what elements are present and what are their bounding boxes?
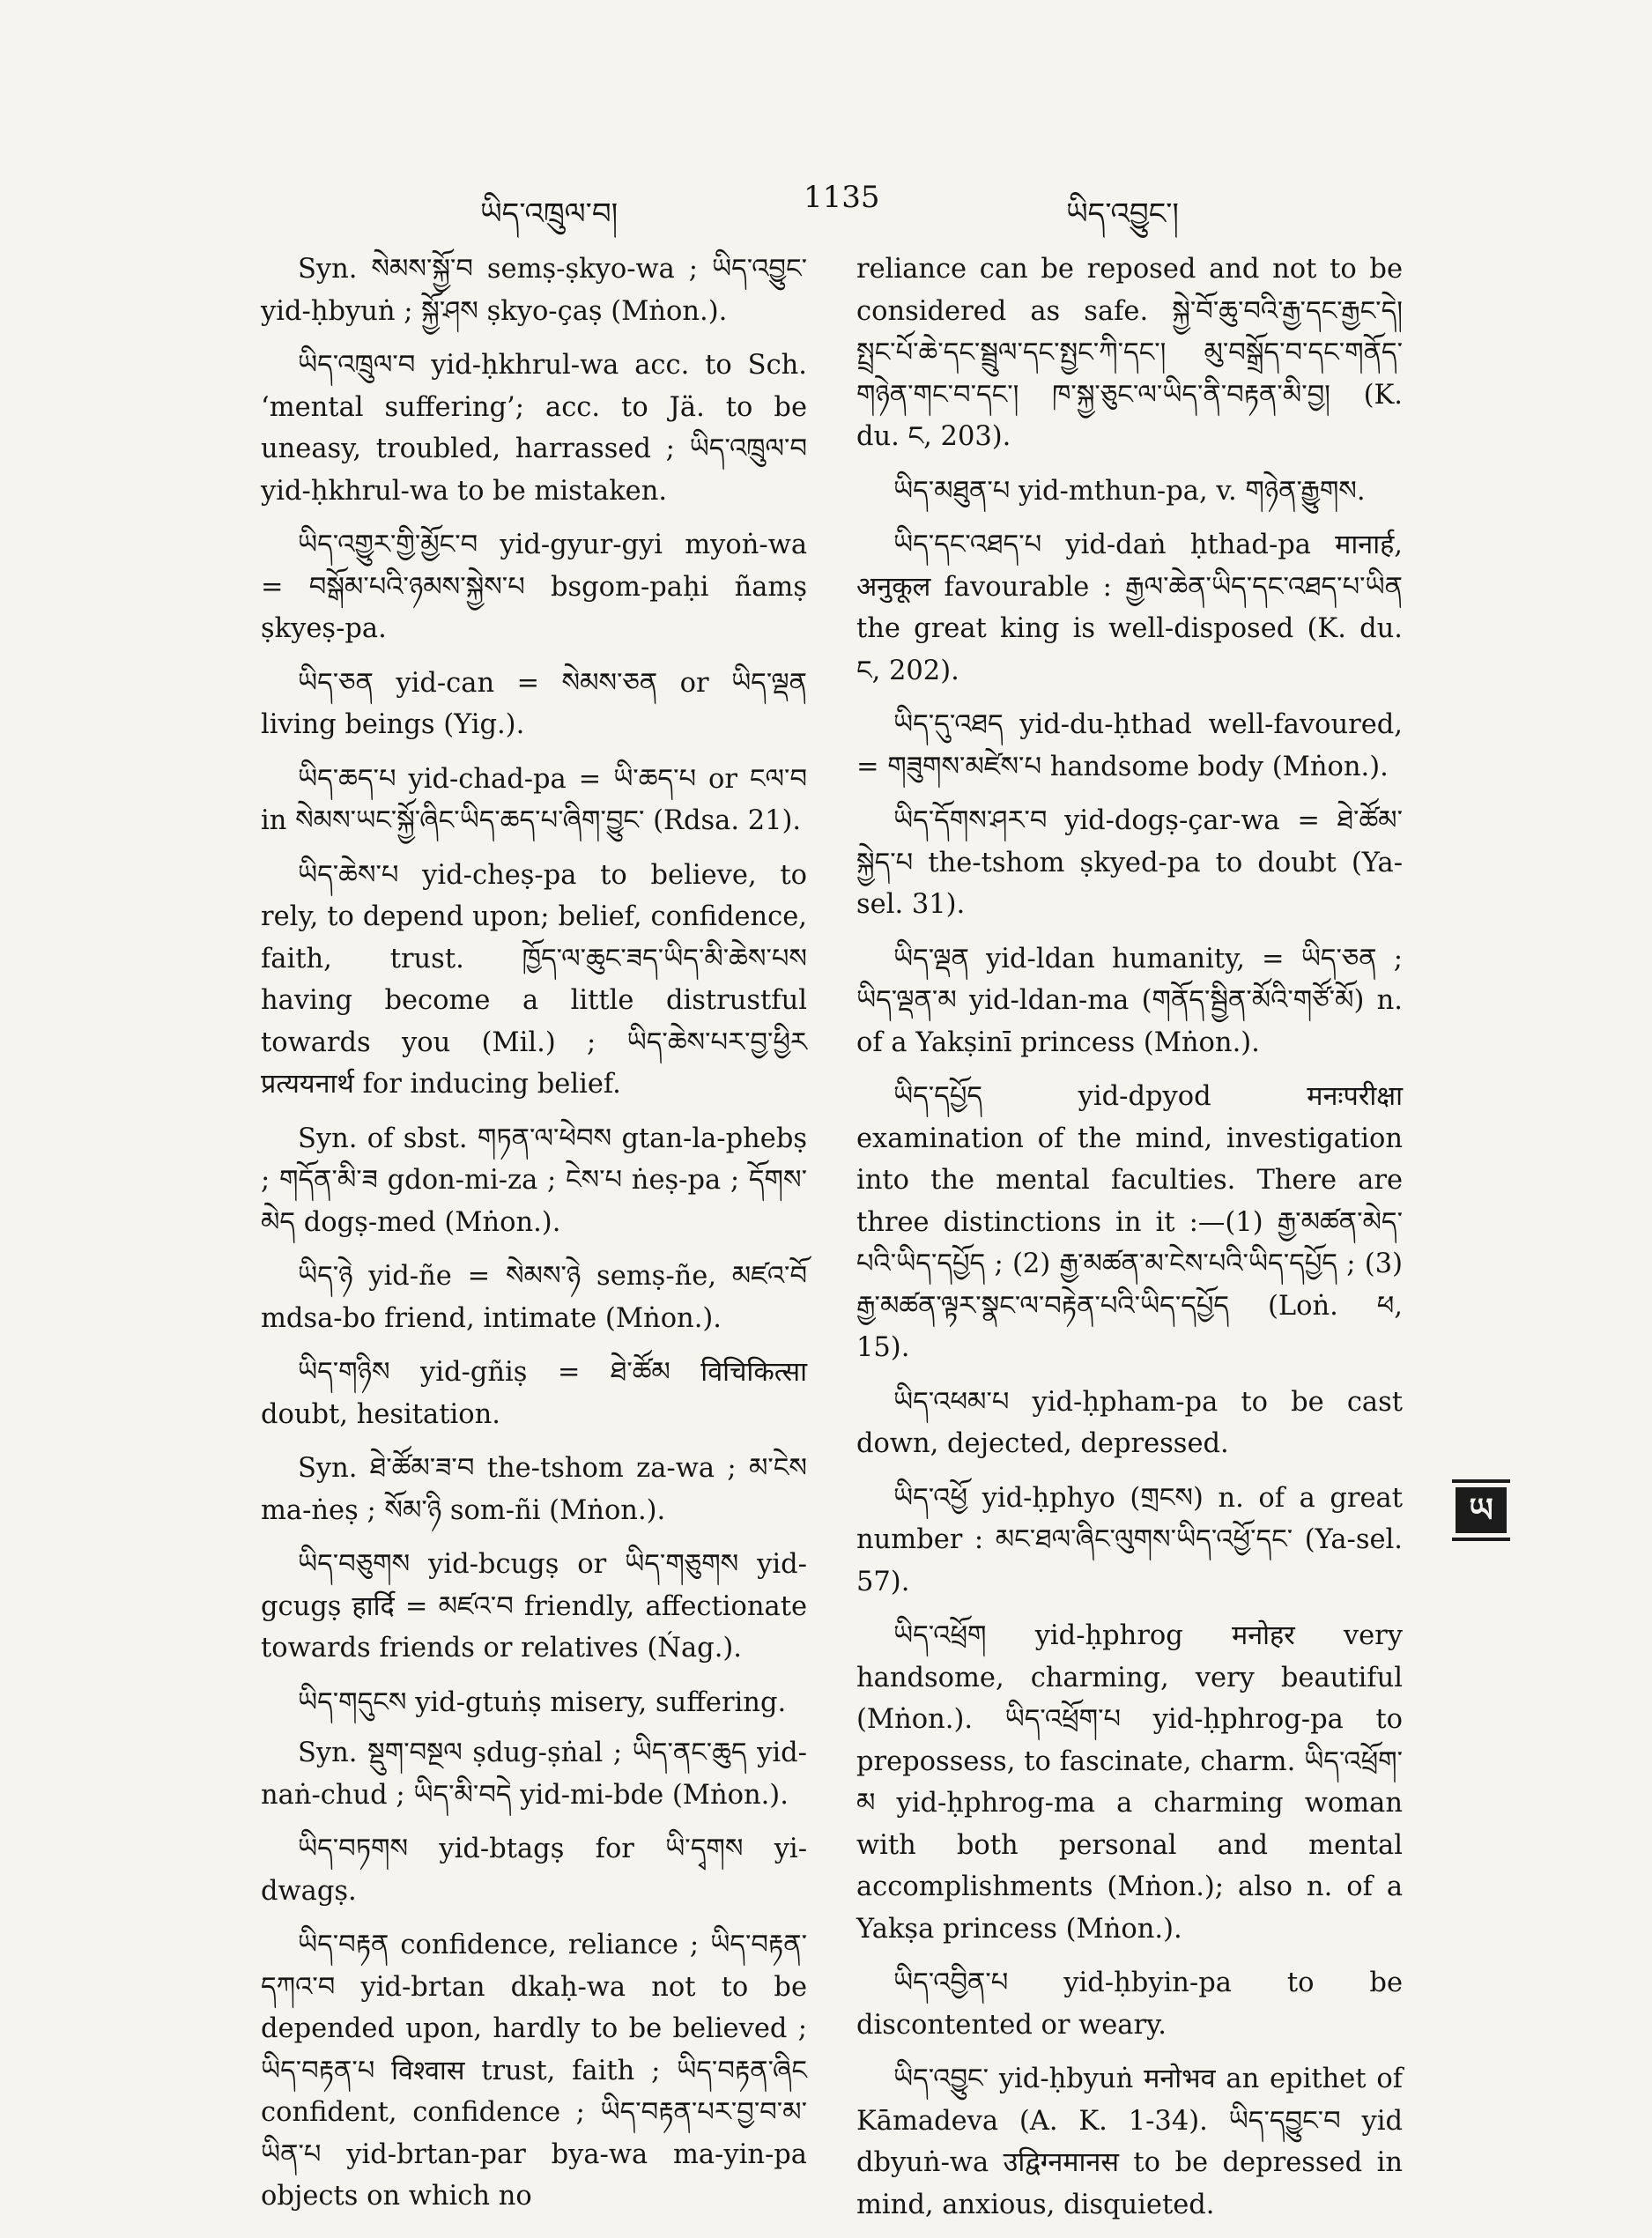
entry: ཡིད་དང་འཐད་པ yid-daṅ ḥthad-pa मानार्ह, अनुकूल favourable : རྒྱལ་ཆེན་ཡིད་དང་འཐད་པ་ཡིན the great king is well-disposed (K. du. ང, 202). [856, 530, 1403, 686]
entry: ཡིད་བརྟན confidence, reliance ; ཡིད་བརྟན་དཀའ་བ yid-brtan dkaḥ-wa not to be depended upon, hardly to be believed ; ཡིད་བརྟན་པ विश्वास trust, faith ; ཡིད་བརྟན་ཞིང confident, confidence ; ཡིད་བརྟན་པར་བྱ་བ་མ་ཡིན་པ yid-brtan-par bya-wa ma-yin-pa objects on which no [261, 1930, 807, 2212]
entry: ཡིད་ཉེ yid-ñe = སེམས་ཉེ semṣ-ñe, མཛའ་བོ mdsa-bo friend, intimate (Mṅon.). [261, 1261, 807, 1334]
entry: ཡིད་འབྱུང་ yid-ḥbyuṅ मनोभव an epithet of Kāmadeva (A. K. 1-34). ཡིད་དབྱུང་བ yid dbyuṅ-wa उद्विग्नमानस to be depressed in mind, anxious, disquieted. [856, 2064, 1403, 2220]
entry: ཡིད་གཉིས yid-gñiṣ = ཐེ་ཚོམ विचिकित्सा doubt, hesitation. [261, 1357, 807, 1430]
entry: ཡིད་མཐུན་པ yid-mthun-pa, v. གཉེན་རྒྱུགས. [893, 475, 1366, 507]
entry: Syn. ཐེ་ཚོམ་ཟ་བ the-tshom za-wa ; མ་ངེས ma-ṅeṣ ; སོམ་ཉི som-ñi (Mṅon.). [261, 1453, 807, 1526]
entry: Syn. སེམས་སྐྱོ་བ semṣ-ṣkyo-wa ; ཡིད་འབྱུང་ yid-ḥbyuṅ ; སྐྱོ་ཤས ṣkyo-çaṣ (Mṅon.). [261, 254, 807, 327]
entry: ཡིད་དུ་འཐད yid-du-ḥthad well-favoured, = གཟུགས་མཛེས་པ handsome body (Mṅon.). [856, 709, 1403, 782]
entry-continuation: reliance can be reposed and not to be considered as safe. སྐྱེ་བོ་ཆུ་བའི་རྒྱ་དང་རྒྱང་དེ། སྤྲང་པོ་ཆེ་དང་སྦྲུལ་དང་སྤྱང་ཀི་དང་། མུ་བསྒྲོད་བ་དང་གནོད་གཉེན་གང་བ་དང་། ཁ་སྐྱ་ཅུང་ལ་ཡིད་ནི་བརྟན་མི་བྱ། (K. du. ང, 203). [856, 254, 1403, 452]
entry: Syn. of sbst. གཏན་ལ་ཕེབས gtan-la-phebṣ ; གདོན་མི་ཟ gdon-mi-za ; ངེས་པ ṅeṣ-pa ; དོགས་མེད dogṣ-med (Mṅon.). [261, 1123, 807, 1238]
entry: ཡིད་བཏགས yid-btagṣ for ཡི་དྭགས yi-dwagṣ. [261, 1834, 807, 1907]
entry: ཡིད་འཕྱོ yid-ḥphyo (གྲངས) n. of a great number : མང་ཐལ་ཞིང་ལུགས་ཡིད་འཕྱོ་དང་ (Ya-sel. 57). [856, 1482, 1403, 1597]
entry: ཡིད་དོགས་ཤར་བ yid-dogṣ-çar-wa = ཐེ་ཚོམ་སྐྱེད་པ the-tshom ṣkyed-pa to doubt (Ya-sel. 31). [856, 805, 1403, 920]
header-right-guide-word: ཡིད་འབྱུང་། [1066, 196, 1179, 232]
entry: ཡིད་ཆེས་པ yid-cheṣ-pa to believe, to rely, to depend upon; belief, confidence, faith, trust. ཁྱོད་ལ་ཆུང་ཟད་ཡིད་མི་ཆེས་པས having become a little distrustful towards you (Mil.) ; ཡིད་ཆེས་པར་བྱ་ཕྱིར प्रत्ययनार्थ for inducing belief. [261, 859, 807, 1100]
entry: ཡིད་ལྡན yid-ldan humanity, = ཡིད་ཅན ; ཡིད་ལྡན་མ yid-ldan-ma (གནོད་སྦྱིན་མོའི་གཙོ་མོ) n. of a Yakṣinī princess (Mṅon.). [856, 943, 1403, 1058]
entry: ཡིད་འཕམ་པ yid-ḥpham-pa to be cast down, dejected, depressed. [856, 1386, 1403, 1459]
entry: ཡིད་བཅུགས yid-bcugṣ or ཡིད་གཅུགས yid-gcugṣ हार्दि = མཛའ་བ friendly, affectionate towards friends or relatives (Ńag.). [261, 1549, 807, 1664]
thumb-index-tab: ཡ [1456, 1487, 1507, 1533]
entry: ཡིད་འཕྲོག yid-ḥphrog मनोहर very handsome, charming, very beautiful (Mṅon.). ཡིད་འཕྲོག་པ yid-ḥphrog-pa to prepossess, to fascinate, charm. ཡིད་འཕྲོག་མ yid-ḥphrog-ma a charming woman with both personal and mental accomplishments (Mṅon.); also n. of a Yakṣa princess (Mṅon.). [856, 1620, 1403, 1945]
entry: ཡིད་འགྱུར་གྱི་མྱོང་བ yid-gyur-gyi myoṅ-wa = བསྒོམ་པའི་ཉམས་སྐྱེས་པ bsgom-paḥi ñamṣ ṣkyeṣ-pa. [261, 530, 807, 644]
entry: ཡིད་འཁྲུལ་བ yid-ḥkhrul-wa acc. to Sch. ‘mental suffering’; acc. to Jä. to be uneasy, troubled, harrassed ; ཡིད་འཁྲུལ་བ yid-ḥkhrul-wa to be mistaken. [261, 350, 807, 507]
entry: ཡིད་ཅན yid-can = སེམས་ཅན or ཡིད་ལྡན living beings (Yig.). [261, 667, 807, 740]
page-header [0, 176, 1652, 232]
entry: ཡིད་དཔྱོད yid-dpyod मनःपरीक्षा examination of the mind, investigation into the mental faculties. There are three distinctions in it :—(1) རྒྱ་མཚན་མེད་པའི་ཡིད་དཔྱོད ; (2) རྒྱ་མཚན་མ་ངེས་པའི་ཡིད་དཔྱོད ; (3) རྒྱ་མཚན་ལྟར་སྣང་ལ་བརྟེན་པའི་ཡིད་དཔྱོད (Loṅ. ཕ, 15). [856, 1081, 1403, 1363]
entry: Syn. སྡུག་བསྔལ ṣdug-ṣṅal ; ཡིད་ནང་ཆུད yid-naṅ-chud ; ཡིད་མི་བདེ yid-mi-bde (Mṅon.). [261, 1738, 807, 1811]
right-column [856, 248, 1403, 2238]
entry: ཡིད་འབྱིན་པ yid-ḥbyin-pa to be discontented or weary. [856, 1968, 1403, 2041]
entry: ཡིད་གདུངས yid-gtuṅṣ misery, suffering. [298, 1686, 787, 1718]
page-number: 1135 [804, 180, 880, 215]
header-left-guide-word: ཡིད་འཁྲུལ་བ། [480, 196, 619, 232]
entry: ཡིད་ཆད་པ yid-chad-pa = ཡི་ཆད་པ or ངལ་བ in སེམས་ཡང་སྐྱོ་ཞིང་ཡིད་ཆད་པ་ཞིག་བྱུང་ (Rdsa. 21). [261, 763, 807, 836]
left-column [261, 248, 807, 2230]
